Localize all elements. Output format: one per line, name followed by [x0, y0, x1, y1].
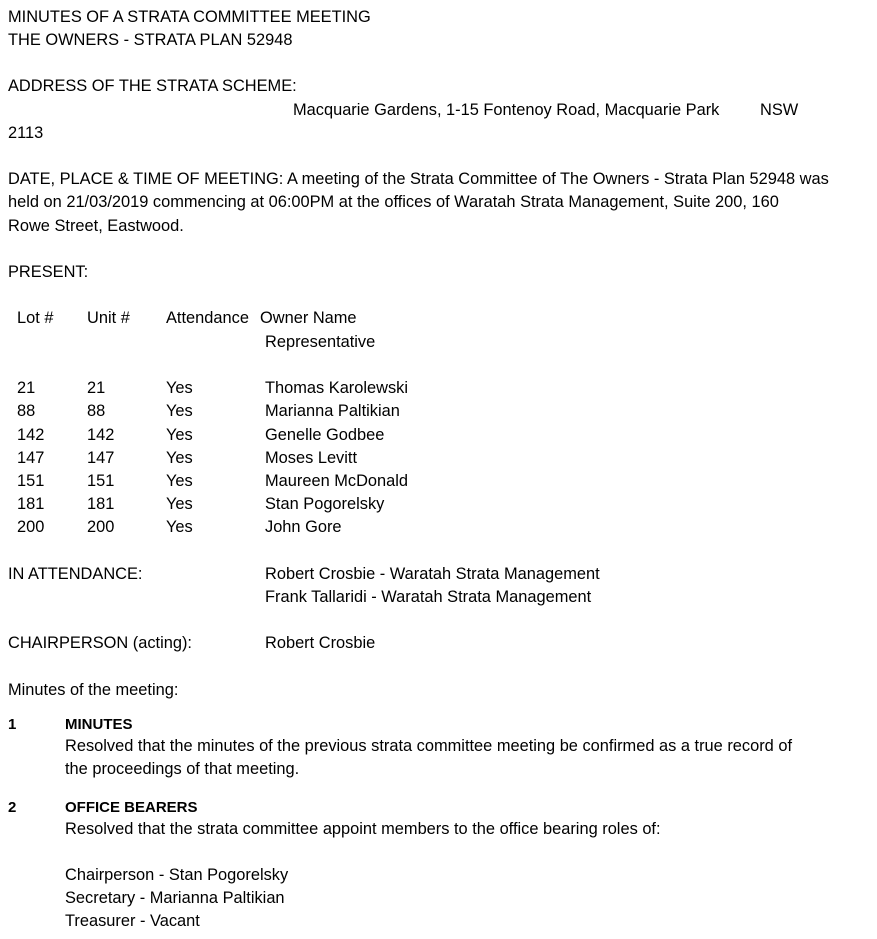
- cell-attendance: Yes: [166, 472, 193, 490]
- cell-lot: 200: [17, 518, 45, 536]
- chairperson-name: Robert Crosbie: [265, 634, 376, 652]
- cell-attendance: Yes: [166, 426, 193, 444]
- item-number: 2: [8, 799, 17, 816]
- cell-owner: Marianna Paltikian: [265, 402, 400, 420]
- cell-unit: 200: [87, 518, 115, 536]
- cell-lot: 147: [17, 449, 45, 467]
- cell-owner: Maureen McDonald: [265, 472, 409, 490]
- cell-unit: 88: [87, 402, 106, 420]
- cell-unit: 142: [87, 426, 115, 444]
- cell-lot: 21: [17, 379, 36, 397]
- cell-unit: 151: [87, 472, 115, 490]
- cell-owner: John Gore: [265, 518, 342, 536]
- cell-attendance: Yes: [166, 495, 193, 513]
- cell-attendance: Yes: [166, 379, 193, 397]
- minutes-intro: Minutes of the meeting:: [8, 681, 179, 699]
- address-postcode: 2113: [8, 124, 44, 142]
- cell-lot: 151: [17, 472, 45, 490]
- item-number: 1: [8, 716, 17, 733]
- item-text: the proceedings of that meeting.: [65, 760, 300, 778]
- address-street: Macquarie Gardens, 1-15 Fontenoy Road, Macquarie Park: [293, 101, 720, 119]
- cell-lot: 142: [17, 426, 45, 444]
- meeting-info-line: DATE, PLACE & TIME OF MEETING: A meeting of the Strata Committee of The Owners - Strata Plan 52948 was: [8, 170, 829, 188]
- item-text: Resolved that the minutes of the previous strata committee meeting be confirmed as a true record of: [65, 737, 793, 755]
- item-heading: OFFICE BEARERS: [65, 799, 198, 816]
- office-role: Treasurer - Vacant: [65, 912, 200, 930]
- cell-lot: 181: [17, 495, 45, 513]
- item-heading: MINUTES: [65, 716, 133, 733]
- office-role: Chairperson - Stan Pogorelsky: [65, 866, 289, 884]
- cell-owner: Thomas Karolewski: [265, 379, 409, 397]
- cell-owner: Moses Levitt: [265, 449, 358, 467]
- office-role: Secretary - Marianna Paltikian: [65, 889, 285, 907]
- cell-owner: Genelle Godbee: [265, 426, 385, 444]
- chairperson-label: CHAIRPERSON (acting):: [8, 634, 192, 652]
- cell-attendance: Yes: [166, 402, 193, 420]
- in-attendance-person: Frank Tallaridi - Waratah Strata Management: [265, 588, 592, 606]
- cell-lot: 88: [17, 402, 36, 420]
- cell-unit: 181: [87, 495, 115, 513]
- address-state: NSW: [760, 101, 799, 119]
- cell-owner: Stan Pogorelsky: [265, 495, 385, 513]
- header-representative: Representative: [265, 333, 376, 351]
- meeting-info-line: held on 21/03/2019 commencing at 06:00PM at the offices of Waratah Strata Management, Suite 200, 160: [8, 193, 779, 211]
- cell-attendance: Yes: [166, 518, 193, 536]
- header-lot: Lot #: [17, 309, 54, 327]
- document-title: MINUTES OF A STRATA COMMITTEE MEETING: [8, 8, 371, 26]
- meeting-info-line: Rowe Street, Eastwood.: [8, 217, 184, 235]
- address-label: ADDRESS OF THE STRATA SCHEME:: [8, 77, 297, 95]
- item-text: Resolved that the strata committee appoint members to the office bearing roles of:: [65, 820, 661, 838]
- document-subtitle: THE OWNERS - STRATA PLAN 52948: [8, 31, 293, 49]
- cell-attendance: Yes: [166, 449, 193, 467]
- header-attendance: Attendance: [166, 309, 249, 327]
- cell-unit: 21: [87, 379, 106, 397]
- in-attendance-person: Robert Crosbie - Waratah Strata Management: [265, 565, 600, 583]
- in-attendance-label: IN ATTENDANCE:: [8, 565, 143, 583]
- header-owner-name: Owner Name: [260, 309, 357, 327]
- present-label: PRESENT:: [8, 263, 89, 281]
- header-unit: Unit #: [87, 309, 130, 327]
- cell-unit: 147: [87, 449, 115, 467]
